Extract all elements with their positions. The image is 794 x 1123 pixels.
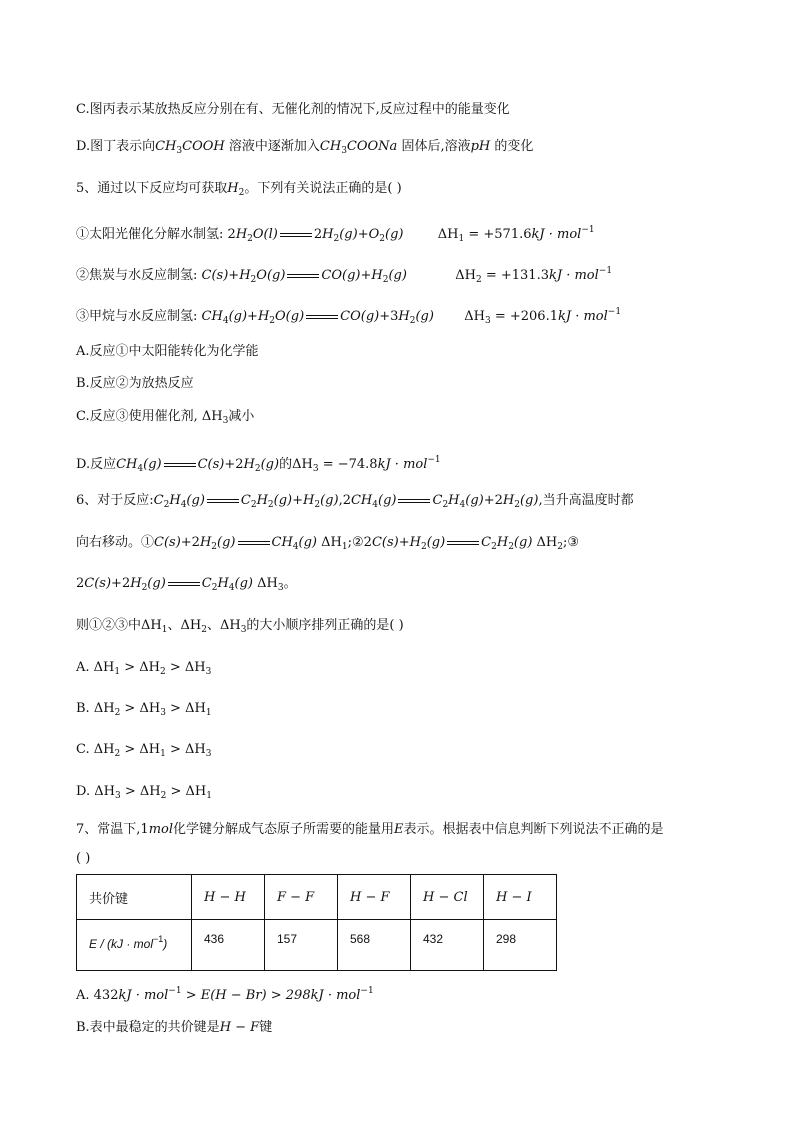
option-a-q7: A. 432kJ · mol$^{-1}$ > E(H − Br) > 298kJ · mol$^{-1}$ [76,986,374,1003]
table-cell: 436 [192,920,265,971]
table-cell: F − F [265,875,338,920]
table-cell: H − Cl [411,875,484,920]
option-d-q5: D.反应$CH_4(g)$ $C(s)+2H_2(g)$的$\Delta H_3 = -74.8kJ \cdot mol^{-1}$ [76,455,441,474]
option-c-q4: C.图丙表示某放热反应分别在有、无催化剂的情况下,反应过程中的能量变化 [76,102,510,117]
table-cell: H − H [192,875,265,920]
question-6-line-3: $2C(s)+2H_2(g)$ $C_2H_4(g)$ $\Delta H_3$。 [76,576,297,593]
reaction-2: ②焦炭与水反应制氢: $C(s)+H_2O(g)$ $CO(g)+H_2(g) \Delta H_2 = +131.3kJ \cdot mol^{-1}$ [76,266,613,285]
reaction-3: ③甲烷与水反应制氢: $CH_4(g)+H_2O(g)$ $CO(g)+3H_2(g) \Delta H_3 = +206.1kJ \cdot mol^{-1}$ [76,307,622,326]
question-6-line-2: 向右移动。$①C(s)+2H_2(g)$ $CH_4(g)$ $\Delta H_1;②2C(s)+H_2(g)$ $C_2H_2(g)$ $\Delta H_2;③$ [76,535,580,552]
question-6-ask: 则①②③中$\Delta H_1$、$\Delta H_2$、$\Delta H_3$的大小顺序排列正确的是( ) [76,618,404,635]
option-d-q6: D. $\Delta H_3 > \Delta H_2 > \Delta H_1$ [76,784,212,801]
option-b-q5: B.反应②为放热反应 [76,376,194,391]
option-d-q4: D.图丁表示向$CH_3COOH$ 溶液中逐渐加入$CH_3COONa$ 固体后,溶液pH 的变化 [76,139,534,156]
table-cell: 568 [338,920,411,971]
reaction-1: ①太阳光催化分解水制氢: $2H_2O(l)$ $2H_2(g)+O_2(g) \Delta H_1 = +571.6kJ \cdot mol^{-1}$ [76,225,595,244]
option-c-q5: C.反应③使用催化剂, $\Delta H_3$减小 [76,409,255,426]
table-cell: 298 [484,920,557,971]
question-6-line-1: 6、对于反应$:C_2H_4(g)$ $C_2H_2(g)+H_2(g),2CH_4(g)$ $C_2H_4(g)+2H_2(g)$,当升高温度时都 [76,493,634,510]
option-b-q7: B.表中最稳定的共价键是H − F键 [76,1020,273,1035]
table-cell: 432 [411,920,484,971]
option-a-q6: A. $\Delta H_1 > \Delta H_2 > \Delta H_3$ [76,660,212,677]
option-b-q6: B. $\Delta H_2 > \Delta H_3 > \Delta H_1$ [76,701,212,718]
question-7-stem: 7、常温下,1mol化学键分解成气态原子所需要的能量用E表示。根据表中信息判断下列说法不正确的是 [76,822,664,837]
option-c-q6: C. $\Delta H_2 > \Delta H_1 > \Delta H_3$ [76,742,212,759]
table-header-label: 共价键 [77,875,192,920]
table-cell: H − F [338,875,411,920]
table-values-row [77,920,557,971]
question-5-stem: 5、通过以下反应均可获取$H_2$。下列有关说法正确的是( ) [76,181,402,198]
question-7-paren: ( ) [76,851,91,866]
table-row-label: E / (kJ · mol$^{-1}$) [77,920,192,971]
table-cell: 157 [265,920,338,971]
option-a-q5: A.反应①中太阳能转化为化学能 [76,344,259,359]
bond-energy-table [76,874,557,971]
table-header-row [77,875,557,920]
table-cell: H − I [484,875,557,920]
